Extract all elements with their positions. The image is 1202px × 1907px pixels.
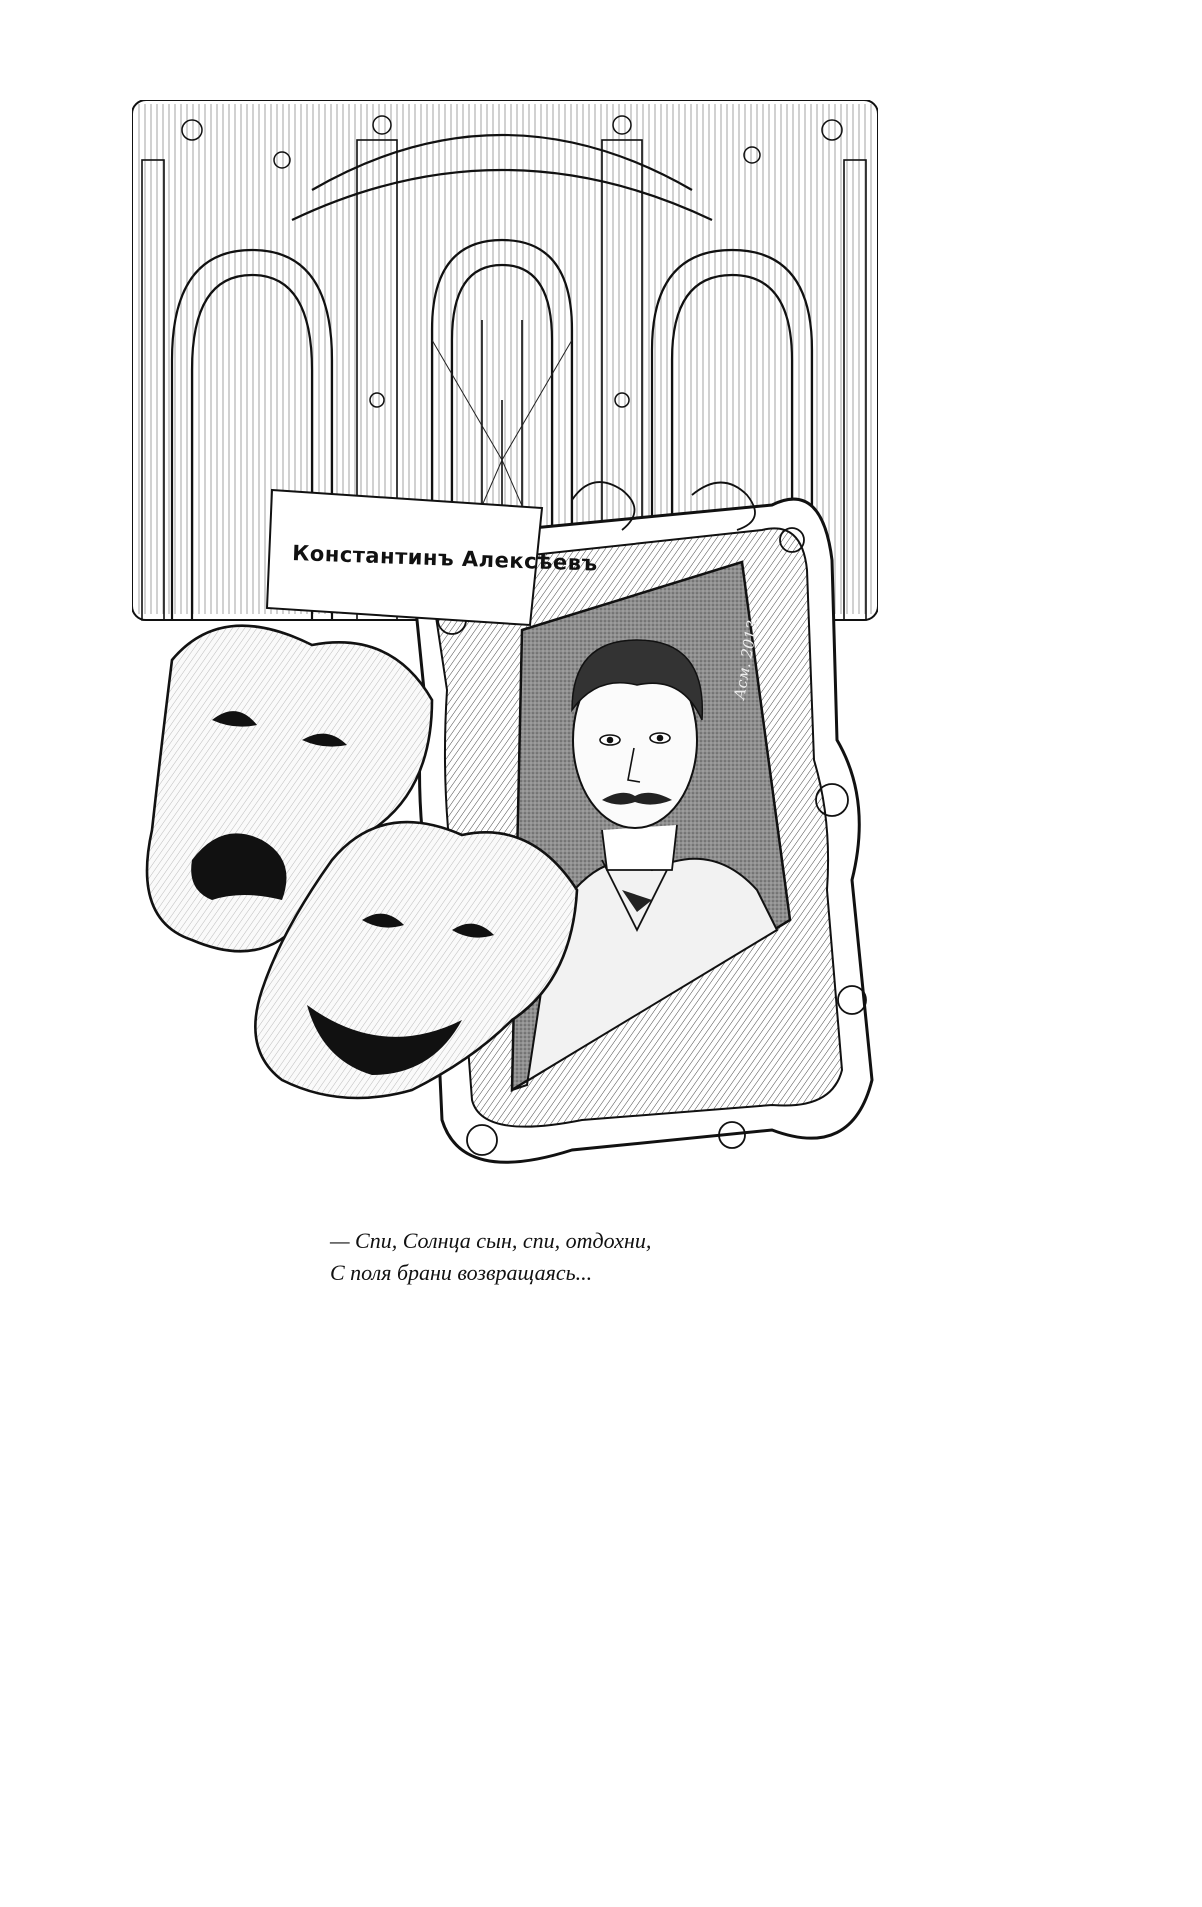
artist-signature: Асм. 2013. xyxy=(730,614,763,701)
caption-line-1: — Спи, Солнца сын, спи, отдохни, xyxy=(330,1228,652,1253)
illustration-drawing xyxy=(132,100,878,1180)
banner-name: Константинъ Алексѣевъ xyxy=(291,541,599,576)
poem-caption xyxy=(330,1225,830,1289)
illustration xyxy=(132,100,878,1180)
caption-line-2: С поля брани возвращаясь... xyxy=(330,1260,593,1285)
